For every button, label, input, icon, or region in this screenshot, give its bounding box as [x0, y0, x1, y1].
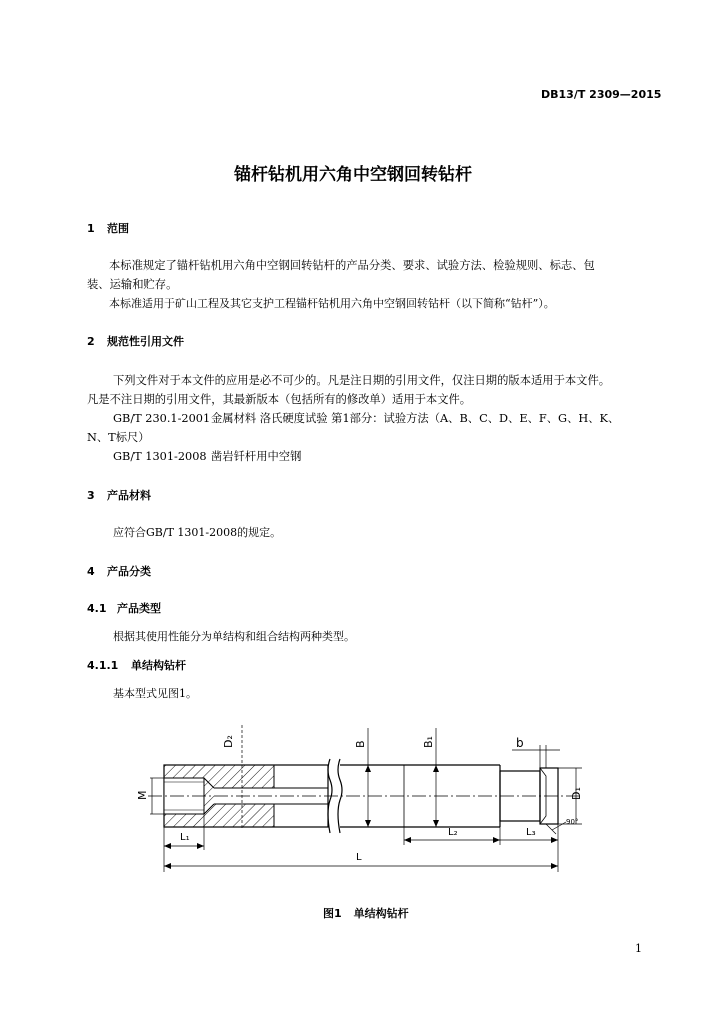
section-number: 3: [87, 489, 95, 502]
section-number: 1: [87, 222, 95, 235]
paragraph-line: 装、运输和贮存。: [87, 278, 178, 291]
paragraph-line: 根据其使用性能分为单结构和组合结构两种类型。: [113, 630, 355, 643]
section-title: 产品材料: [107, 489, 151, 502]
l3-label: L₃: [526, 827, 536, 838]
d2-label: D₂: [222, 735, 235, 748]
drill-rod-drawing: [0, 715, 724, 885]
paragraph-line: 基本型式见图1。: [113, 687, 197, 700]
section-heading-2: [87, 333, 184, 349]
reference-title: 凿岩钎杆用中空钢: [211, 450, 302, 463]
m-label: M: [136, 790, 149, 800]
section-heading-1: [87, 220, 129, 236]
b-small-label: b: [516, 736, 524, 750]
reference-code: GB/T 230.1-2001: [113, 412, 211, 425]
angle-label: 90°: [566, 818, 579, 826]
l-label: L: [356, 852, 362, 863]
page-number: 1: [635, 942, 642, 955]
reference-item: [113, 448, 301, 464]
figure-caption-text: 单结构钻杆: [353, 907, 409, 920]
paragraph-line: 下列文件对于本文件的应用是必不可少的。凡是注日期的引用文件，仅注日期的版本适用于本文件。: [113, 374, 611, 387]
paragraph-line: 本标准规定了锚杆钻机用六角中空钢回转钻杆的产品分类、要求、试验方法、检验规则、标志、包: [109, 259, 595, 272]
section-title: 产品分类: [107, 565, 151, 578]
reference-title: 金属材料 洛氏硬度试验 第1部分：试验方法（A、B、C、D、E、F、G、H、K、: [211, 412, 620, 425]
paragraph-line: 凡是不注日期的引用文件，其最新版本（包括所有的修改单）适用于本文件。: [87, 393, 472, 406]
subsection-number: 4.1.1: [87, 659, 119, 672]
b-label: B: [354, 740, 367, 748]
subsection-heading-4-1: [87, 600, 161, 616]
section-title: 规范性引用文件: [107, 335, 184, 348]
section-number: 2: [87, 335, 95, 348]
section-heading-4: [87, 563, 151, 579]
reference-item: [113, 410, 619, 426]
l2-label: L₂: [448, 827, 458, 838]
subsection-heading-4-1-1: [87, 657, 186, 673]
section-title: 范围: [107, 222, 129, 235]
figure-label: 图1: [323, 907, 342, 920]
subsection-number: 4.1: [87, 602, 107, 615]
b1-label: B₁: [422, 736, 435, 748]
subsection-title: 单结构钻杆: [131, 659, 186, 672]
reference-code: GB/T 1301-2008: [113, 450, 207, 463]
reference-title-continued: N、T标尺）: [87, 431, 150, 444]
standard-code: DB13/T 2309—2015: [541, 88, 662, 101]
section-number: 4: [87, 565, 95, 578]
section-heading-3: [87, 487, 151, 503]
subsection-title: 产品类型: [117, 602, 161, 615]
l1-label: L₁: [180, 832, 190, 843]
d1-label: D₁: [570, 787, 583, 800]
paragraph-line: 应符合GB/T 1301-2008的规定。: [113, 526, 282, 539]
document-title: 锚杆钻机用六角中空钢回转钻杆: [234, 165, 472, 185]
paragraph-line: 本标准适用于矿山工程及其它支护工程锚杆钻机用六角中空钢回转钻杆（以下简称“钻杆”）。: [109, 297, 555, 310]
figure-caption: [323, 905, 409, 921]
